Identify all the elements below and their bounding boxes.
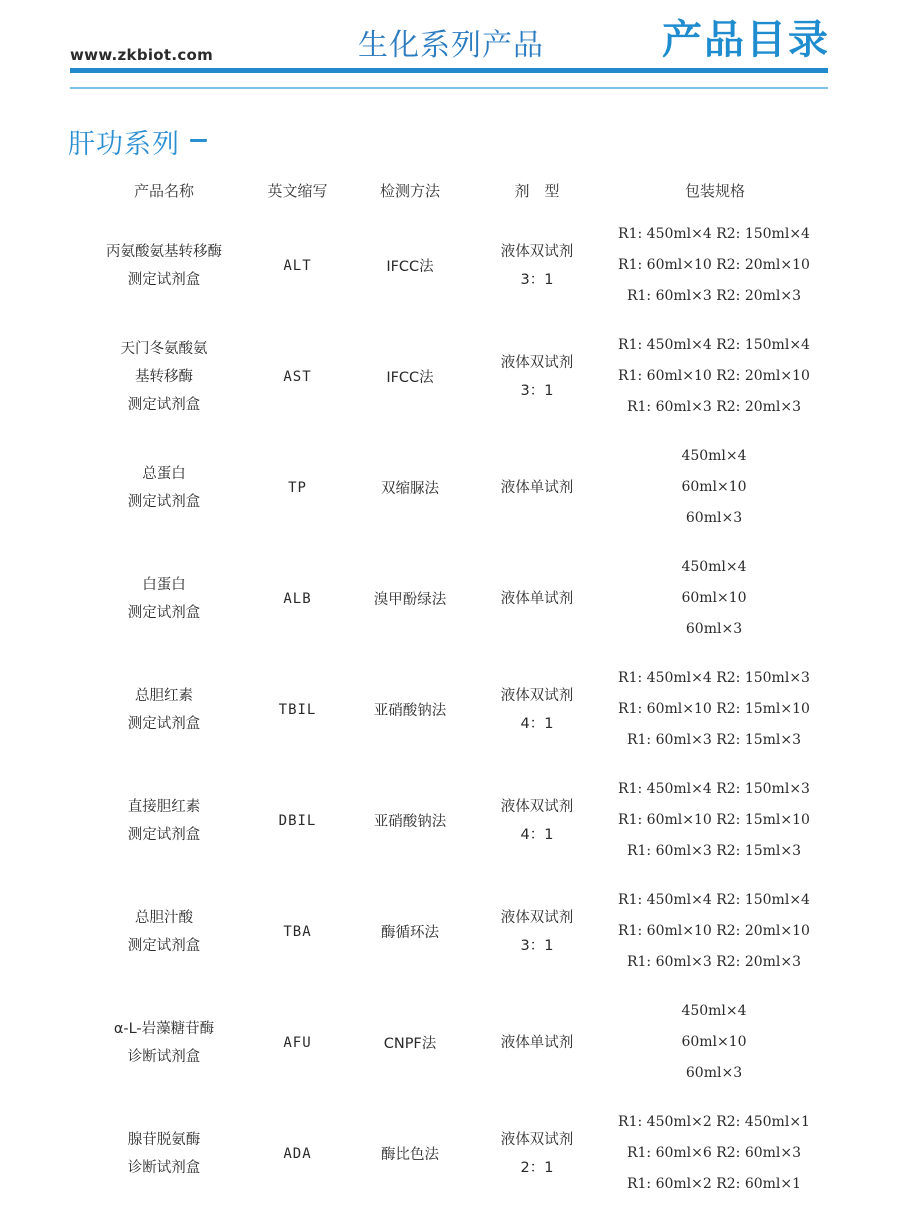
product-pack: [598, 543, 830, 654]
product-name-line: 直接胆红素: [127, 798, 201, 815]
product-abbr-text: TBIL: [278, 701, 317, 718]
product-form: [478, 210, 596, 321]
column-header-abbr: 英文缩写: [267, 182, 328, 200]
product-abbr-text: ALB: [283, 590, 312, 607]
product-form-line: 液体双试剂: [500, 243, 574, 260]
product-name: [90, 654, 238, 765]
column-header-form: 剂 型: [514, 182, 560, 200]
product-form-line: 4：1: [520, 715, 554, 732]
product-method: [355, 1098, 465, 1209]
table-row: [0, 765, 900, 876]
product-abbr: [250, 210, 345, 321]
product-name: [90, 765, 238, 876]
product-name: [90, 321, 238, 432]
product-abbr: [250, 987, 345, 1098]
product-pack-line: R1: 60ml×10 R2: 20ml×10: [618, 368, 810, 384]
product-name-line: 总胆红素: [135, 687, 193, 704]
product-method: [355, 543, 465, 654]
product-name-line: 天门冬氨酸氨: [120, 340, 208, 357]
product-pack-line: 450ml×4: [681, 1003, 747, 1019]
product-name-line: 白蛋白: [142, 576, 186, 593]
product-name-line: 总蛋白: [142, 465, 186, 482]
product-method-text: 溴甲酚绿法: [373, 592, 447, 608]
product-method-text: 酶比色法: [381, 1147, 439, 1163]
product-form-line: 液体单试剂: [500, 1034, 574, 1051]
product-form: [478, 321, 596, 432]
product-name-line: 测定试剂盒: [127, 271, 201, 288]
product-name-line: 诊断试剂盒: [127, 1159, 201, 1176]
product-pack-line: R1: 60ml×3 R2: 15ml×3: [626, 843, 802, 859]
column-header-name: 产品名称: [133, 182, 194, 200]
product-method: [355, 210, 465, 321]
product-name: [90, 210, 238, 321]
product-name-line: 基转移酶: [135, 368, 193, 385]
product-method-text: 亚硝酸钠法: [373, 814, 447, 830]
table-row: [0, 543, 900, 654]
product-form: [478, 654, 596, 765]
catalog-title: 产品目录: [662, 17, 830, 63]
product-pack: [598, 654, 830, 765]
product-method: [355, 432, 465, 543]
table-row: [0, 876, 900, 987]
product-form-line: 3：1: [520, 271, 554, 288]
product-abbr-text: ADA: [283, 1145, 312, 1162]
product-pack-line: R1: 60ml×3 R2: 20ml×3: [626, 288, 802, 304]
product-pack-line: 60ml×3: [685, 621, 743, 637]
product-name-line: 腺苷脱氨酶: [127, 1131, 201, 1148]
product-pack: [598, 321, 830, 432]
product-name-line: 测定试剂盒: [127, 715, 201, 732]
product-pack-line: R1: 450ml×4 R2: 150ml×4: [618, 226, 810, 242]
page-header: [0, 0, 900, 100]
product-pack-line: R1: 450ml×4 R2: 150ml×4: [618, 892, 810, 908]
product-abbr-text: ALT: [283, 257, 312, 274]
product-form-line: 液体双试剂: [500, 354, 574, 371]
product-name-line: 测定试剂盒: [127, 493, 201, 510]
product-abbr: [250, 876, 345, 987]
product-pack: [598, 432, 830, 543]
product-abbr-text: DBIL: [278, 812, 317, 829]
product-method: [355, 321, 465, 432]
product-abbr-text: AFU: [283, 1034, 312, 1051]
product-form-line: 3：1: [520, 937, 554, 954]
product-pack-line: 450ml×4: [681, 559, 747, 575]
product-form-line: 液体双试剂: [500, 1131, 574, 1148]
product-pack-line: R1: 450ml×4 R2: 150ml×3: [618, 781, 810, 797]
product-method: [355, 876, 465, 987]
product-name-line: α-L-岩藻糖苷酶: [113, 1020, 215, 1037]
product-method: [355, 654, 465, 765]
table-row: [0, 987, 900, 1098]
product-pack-line: R1: 60ml×3 R2: 20ml×3: [626, 954, 802, 970]
product-form-line: 4：1: [520, 826, 554, 843]
product-pack-line: R1: 60ml×6 R2: 60ml×3: [626, 1145, 802, 1161]
product-name-line: 测定试剂盒: [127, 396, 201, 413]
product-pack-line: R1: 450ml×2 R2: 450ml×1: [618, 1114, 810, 1130]
table-row: [0, 432, 900, 543]
product-pack-line: 60ml×3: [685, 510, 743, 526]
product-pack-line: 60ml×3: [685, 1065, 743, 1081]
table-row: [0, 654, 900, 765]
product-method-text: IFCC法: [386, 259, 434, 275]
product-method-text: CNPF法: [383, 1036, 437, 1052]
product-pack-line: R1: 60ml×3 R2: 20ml×3: [626, 399, 802, 415]
product-method-text: 双缩脲法: [381, 481, 439, 497]
product-form-line: 2：1: [520, 1159, 554, 1176]
product-form: [478, 1098, 596, 1209]
product-name: [90, 987, 238, 1098]
product-pack: [598, 765, 830, 876]
product-name: [90, 876, 238, 987]
product-form: [478, 876, 596, 987]
product-method-text: IFCC法: [386, 370, 434, 386]
section-dash-decoration: [190, 139, 207, 142]
product-abbr: [250, 432, 345, 543]
product-pack-line: 60ml×10: [681, 590, 747, 606]
product-method: [355, 765, 465, 876]
header-rule-thick: [70, 68, 828, 73]
product-form: [478, 432, 596, 543]
product-pack-line: R1: 60ml×10 R2: 20ml×10: [618, 923, 810, 939]
product-pack-line: R1: 60ml×10 R2: 15ml×10: [618, 701, 810, 717]
column-header-pack: 包装规格: [684, 182, 745, 200]
table-row: [0, 321, 900, 432]
product-pack-line: 60ml×10: [681, 1034, 747, 1050]
product-name-line: 测定试剂盒: [127, 937, 201, 954]
product-name-line: 丙氨酸氨基转移酶: [106, 243, 222, 260]
series-title: 生化系列产品: [358, 28, 544, 63]
column-header-method: 检测方法: [379, 182, 440, 200]
product-pack-line: R1: 60ml×2 R2: 60ml×1: [626, 1176, 802, 1192]
table-row: [0, 1098, 900, 1209]
product-form-line: 液体双试剂: [500, 909, 574, 926]
product-form-line: 液体双试剂: [500, 687, 574, 704]
product-form-line: 液体双试剂: [500, 798, 574, 815]
product-name-line: 测定试剂盒: [127, 604, 201, 621]
product-pack-line: R1: 60ml×10 R2: 15ml×10: [618, 812, 810, 828]
product-name: [90, 1098, 238, 1209]
product-pack: [598, 1098, 830, 1209]
product-pack: [598, 987, 830, 1098]
product-form-line: 液体单试剂: [500, 479, 574, 496]
product-name: [90, 543, 238, 654]
product-abbr: [250, 543, 345, 654]
product-pack-line: R1: 450ml×4 R2: 150ml×4: [618, 337, 810, 353]
website-url: www.zkbiot.com: [70, 46, 214, 64]
product-name-line: 诊断试剂盒: [127, 1048, 201, 1065]
product-pack-line: 450ml×4: [681, 448, 747, 464]
product-name-line: 测定试剂盒: [127, 826, 201, 843]
product-pack: [598, 876, 830, 987]
product-name-line: 总胆汁酸: [135, 909, 193, 926]
product-abbr-text: TP: [288, 479, 307, 496]
section-title: 肝功系列: [68, 129, 180, 160]
product-abbr: [250, 321, 345, 432]
product-pack: [598, 210, 830, 321]
table-row: [0, 210, 900, 321]
product-pack-line: 60ml×10: [681, 479, 747, 495]
header-rule-thin: [70, 87, 828, 89]
product-form-line: 液体单试剂: [500, 590, 574, 607]
product-form-line: 3：1: [520, 382, 554, 399]
product-form: [478, 987, 596, 1098]
product-method-text: 亚硝酸钠法: [373, 703, 447, 719]
product-abbr: [250, 765, 345, 876]
product-abbr: [250, 1098, 345, 1209]
product-form: [478, 765, 596, 876]
product-name: [90, 432, 238, 543]
product-pack-line: R1: 60ml×10 R2: 20ml×10: [618, 257, 810, 273]
product-form: [478, 543, 596, 654]
product-pack-line: R1: 60ml×3 R2: 15ml×3: [626, 732, 802, 748]
product-abbr: [250, 654, 345, 765]
product-method-text: 酶循环法: [381, 925, 439, 941]
product-abbr-text: TBA: [283, 923, 312, 940]
product-abbr-text: AST: [283, 368, 312, 385]
product-method: [355, 987, 465, 1098]
product-pack-line: R1: 450ml×4 R2: 150ml×3: [618, 670, 810, 686]
